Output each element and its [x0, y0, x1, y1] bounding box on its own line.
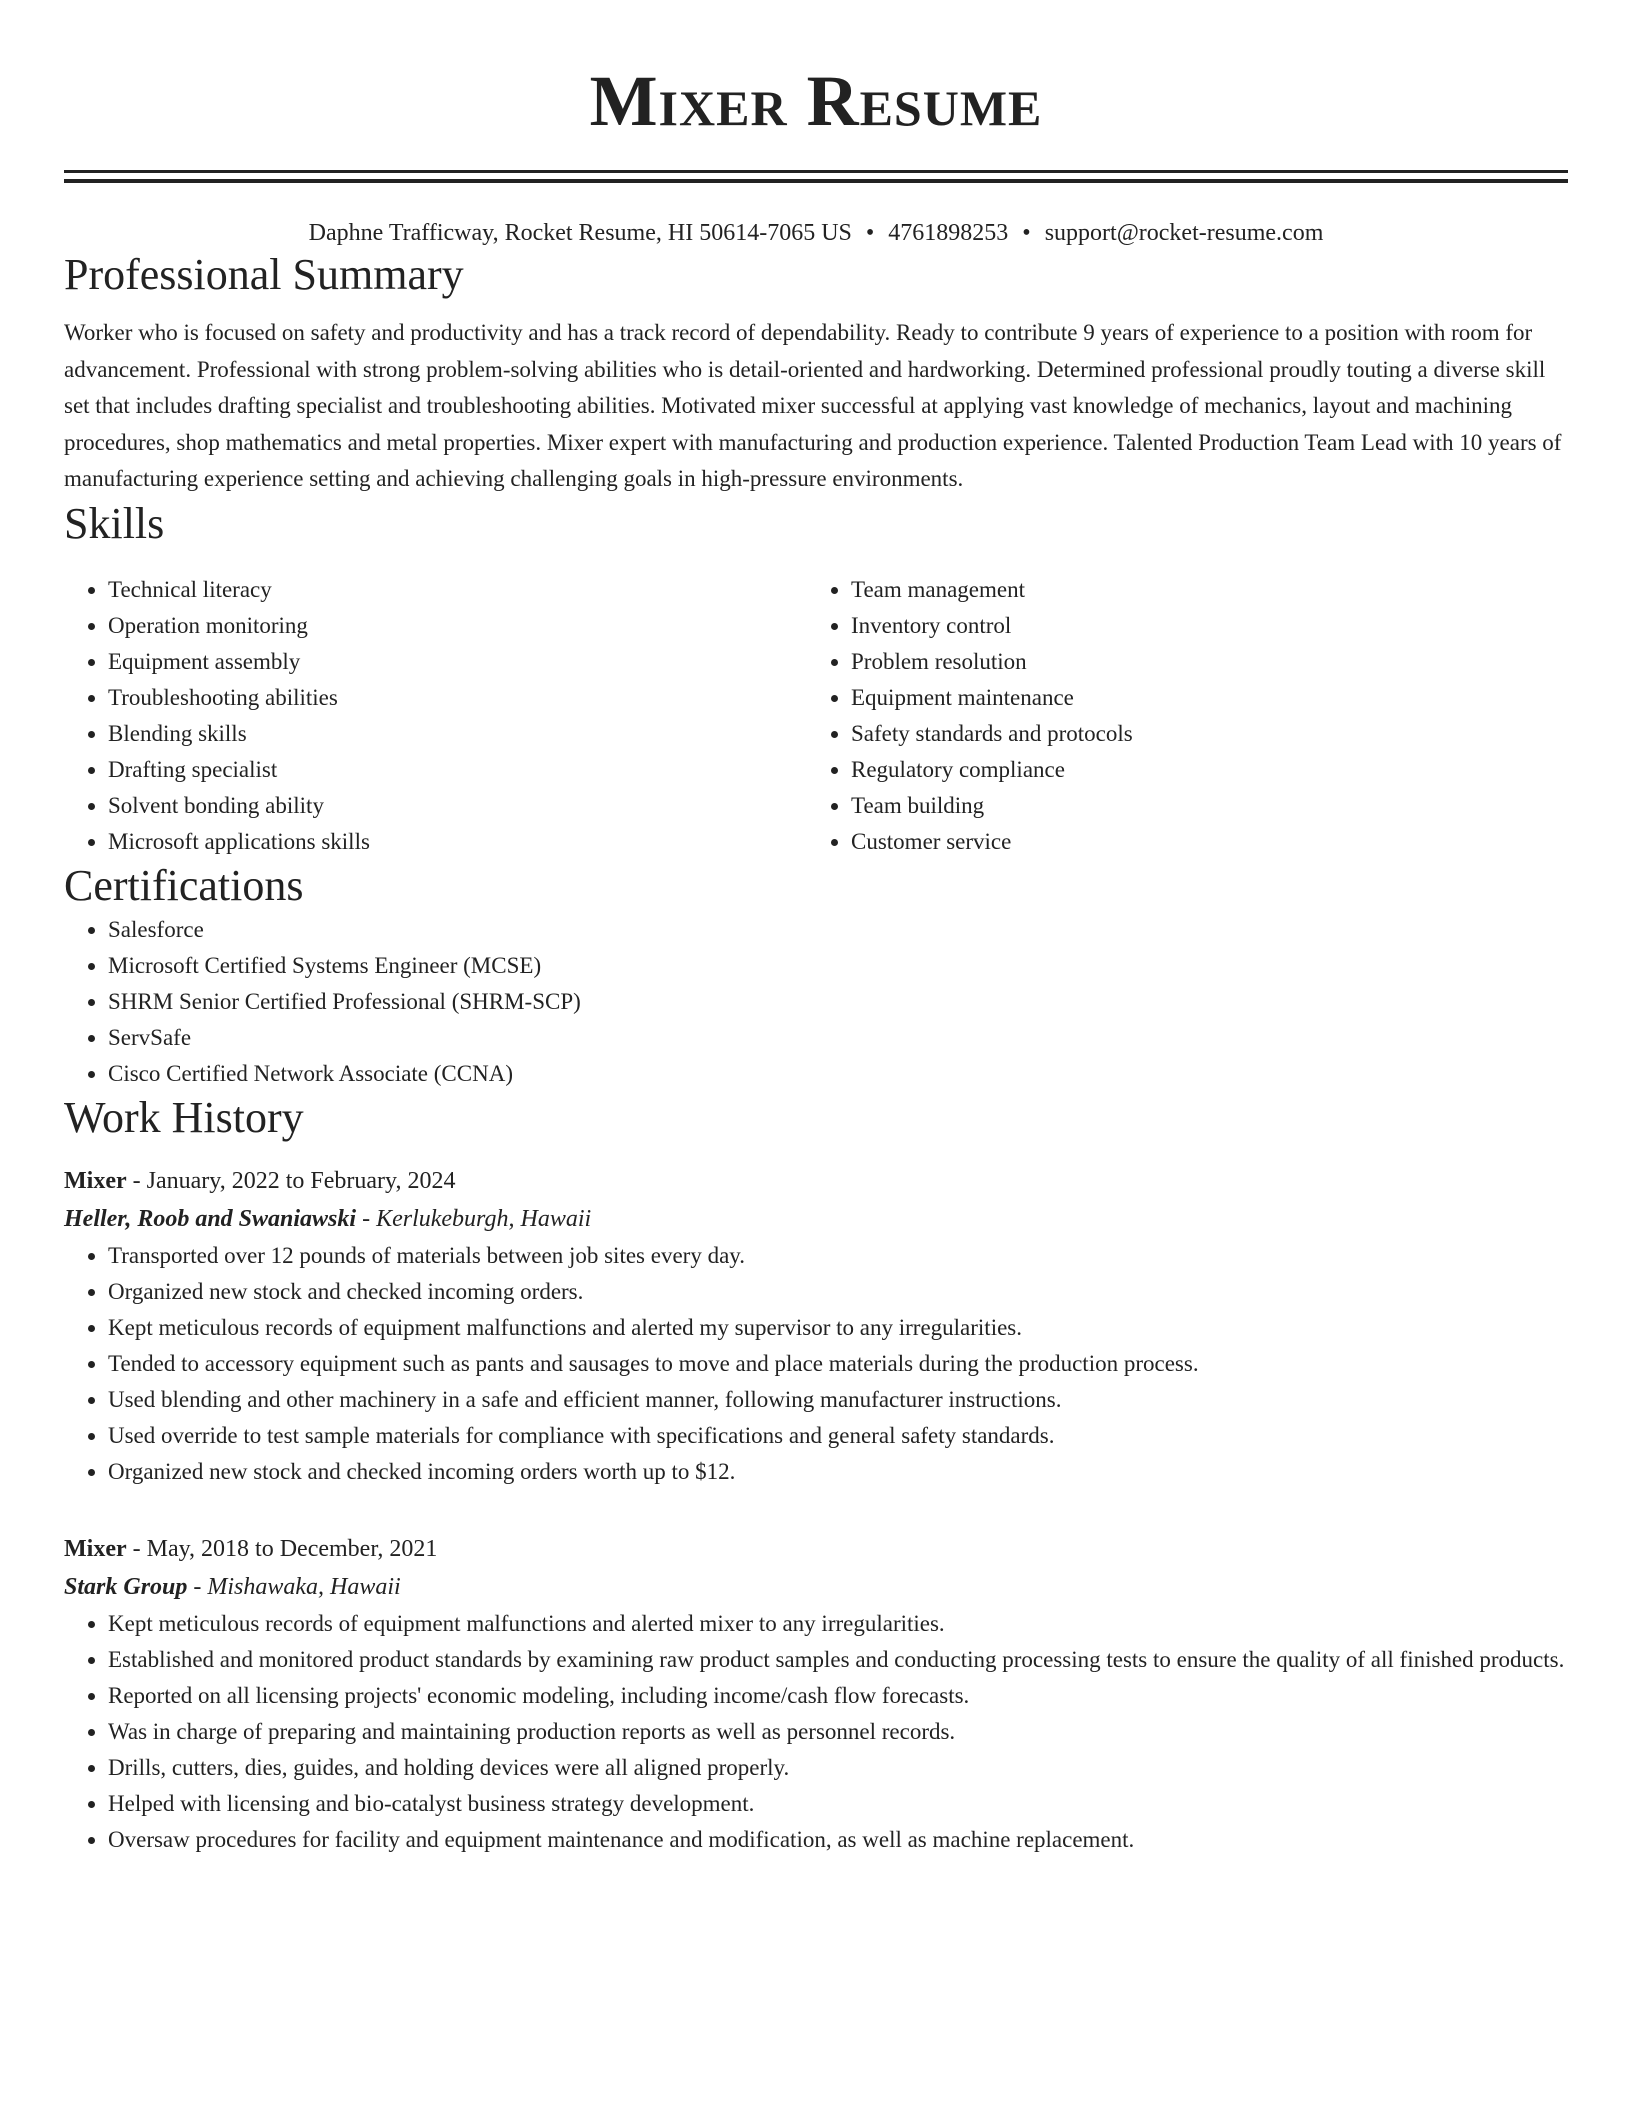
work-history-heading: Work History	[64, 1092, 304, 1142]
skill-item: • Troubleshooting abilities	[108, 680, 807, 716]
certification-item: • Cisco Certified Network Associate (CCNA)	[108, 1056, 1568, 1092]
job-title: Mixer	[64, 1167, 127, 1194]
skill-item: • Solvent bonding ability	[108, 788, 807, 824]
skill-item: • Blending skills	[108, 716, 807, 752]
job-entry	[64, 1162, 1568, 1490]
job-duties-list	[64, 1238, 1568, 1490]
job-duty-item: • Drills, cutters, dies, guides, and holding devices were all aligned properly.	[108, 1750, 1568, 1786]
job-duty-item: • Established and monitored product standards by examining raw product samples and conducting processing tests to ensure the quality of all finished products.	[108, 1642, 1568, 1678]
job-duty-item: • Oversaw procedures for facility and equipment maintenance and modification, as well as machine replacement.	[108, 1822, 1568, 1858]
skill-item: • Drafting specialist	[108, 752, 807, 788]
skills-list	[64, 572, 1568, 860]
job-duty-item: • Kept meticulous records of equipment malfunctions and alerted my supervisor to any irregularities.	[108, 1310, 1568, 1346]
job-duties-list	[64, 1606, 1568, 1858]
job-duty-item: • Reported on all licensing projects' economic modeling, including income/cash flow forecasts.	[108, 1678, 1568, 1714]
job-title-line	[64, 1162, 1568, 1200]
skill-item: • Microsoft applications skills	[108, 824, 807, 860]
job-title: Mixer	[64, 1535, 127, 1562]
job-entry	[64, 1530, 1568, 1858]
job-company-line	[64, 1568, 1568, 1606]
job-duty-item: • Was in charge of preparing and maintaining production reports as well as personnel records.	[108, 1714, 1568, 1750]
job-duty-item: • Tended to accessory equipment such as pants and sausages to move and place materials during the production process.	[108, 1346, 1568, 1382]
job-duty-item: • Organized new stock and checked incoming orders worth up to $12.	[108, 1454, 1568, 1490]
skill-item: • Customer service	[851, 824, 1550, 860]
certification-item: • SHRM Senior Certified Professional (SHRM-SCP)	[108, 984, 1568, 1020]
certifications-list	[64, 912, 1568, 1092]
contact-phone: 4761898253	[888, 220, 1009, 246]
job-dates: - January, 2022 to February, 2024	[126, 1167, 456, 1194]
job-title-line	[64, 1530, 1568, 1568]
job-duty-item: • Kept meticulous records of equipment malfunctions and alerted mixer to any irregularities.	[108, 1606, 1568, 1642]
job-dates: - May, 2018 to December, 2021	[126, 1535, 438, 1562]
contact-email: support@rocket-resume.com	[1044, 220, 1324, 246]
summary-text: Worker who is focused on safety and productivity and has a track record of dependability. Ready to contribute 9 years of experience to a position with room for advancement. Professional with strong problem-solving abilities who is detail-oriented and hardworking. Determined professional proudly touting a diverse skill set that includes drafting specialist and troubleshooting abilities. Motivated mixer successful at applying vast knowledge of mechanics, layout and machining procedures, shop mathematics and metal properties. Mixer expert with manufacturing and production experience. Talented Production Team Lead with 10 years of manufacturing experience setting and achieving challenging goals in high-pressure environments.	[64, 320, 1562, 491]
skills-column-right	[807, 572, 1550, 860]
contact-separator: •	[865, 220, 875, 246]
skill-item: • Team management	[851, 572, 1550, 608]
resume-title: Mixer Resume	[589, 61, 1043, 141]
skill-item: • Inventory control	[851, 608, 1550, 644]
contact-separator: •	[1022, 220, 1031, 246]
contact-line	[64, 217, 1568, 249]
certification-item: • Salesforce	[108, 912, 1568, 948]
job-duty-item: • Used blending and other machinery in a safe and efficient manner, following manufacturer instructions.	[108, 1382, 1568, 1418]
job-location: - Kerlukeburgh, Hawaii	[356, 1205, 592, 1232]
summary-heading: Professional Summary	[64, 250, 464, 299]
skill-item: • Safety standards and protocols	[851, 716, 1550, 752]
skill-item: • Team building	[851, 788, 1550, 824]
job-duty-item: • Transported over 12 pounds of materials between job sites every day.	[108, 1238, 1568, 1274]
certification-item: • ServSafe	[108, 1020, 1568, 1056]
job-duty-item: • Helped with licensing and bio-catalyst business strategy development.	[108, 1786, 1568, 1822]
skill-item: • Problem resolution	[851, 644, 1550, 680]
skill-item: • Operation monitoring	[108, 608, 807, 644]
skills-heading: Skills	[64, 498, 165, 548]
certifications-heading: Certifications	[64, 860, 304, 910]
job-location: - Mishawaka, Hawaii	[187, 1573, 401, 1600]
title-divider	[64, 170, 1568, 183]
job-company: Heller, Roob and Swaniawski	[64, 1205, 357, 1232]
skill-item: • Technical literacy	[108, 572, 807, 608]
certification-item: • Microsoft Certified Systems Engineer (MCSE)	[108, 948, 1568, 984]
skill-item: • Equipment maintenance	[851, 680, 1550, 716]
job-company: Stark Group	[64, 1573, 188, 1600]
skill-item: • Equipment assembly	[108, 644, 807, 680]
skills-column-left	[64, 572, 807, 860]
job-duty-item: • Used override to test sample materials for compliance with specifications and general safety standards.	[108, 1418, 1568, 1454]
skill-item: • Regulatory compliance	[851, 752, 1550, 788]
contact-address: Daphne Trafficway, Rocket Resume, HI 50614-7065 US	[308, 220, 852, 246]
job-company-line	[64, 1200, 1568, 1238]
job-duty-item: • Organized new stock and checked incoming orders.	[108, 1274, 1568, 1310]
